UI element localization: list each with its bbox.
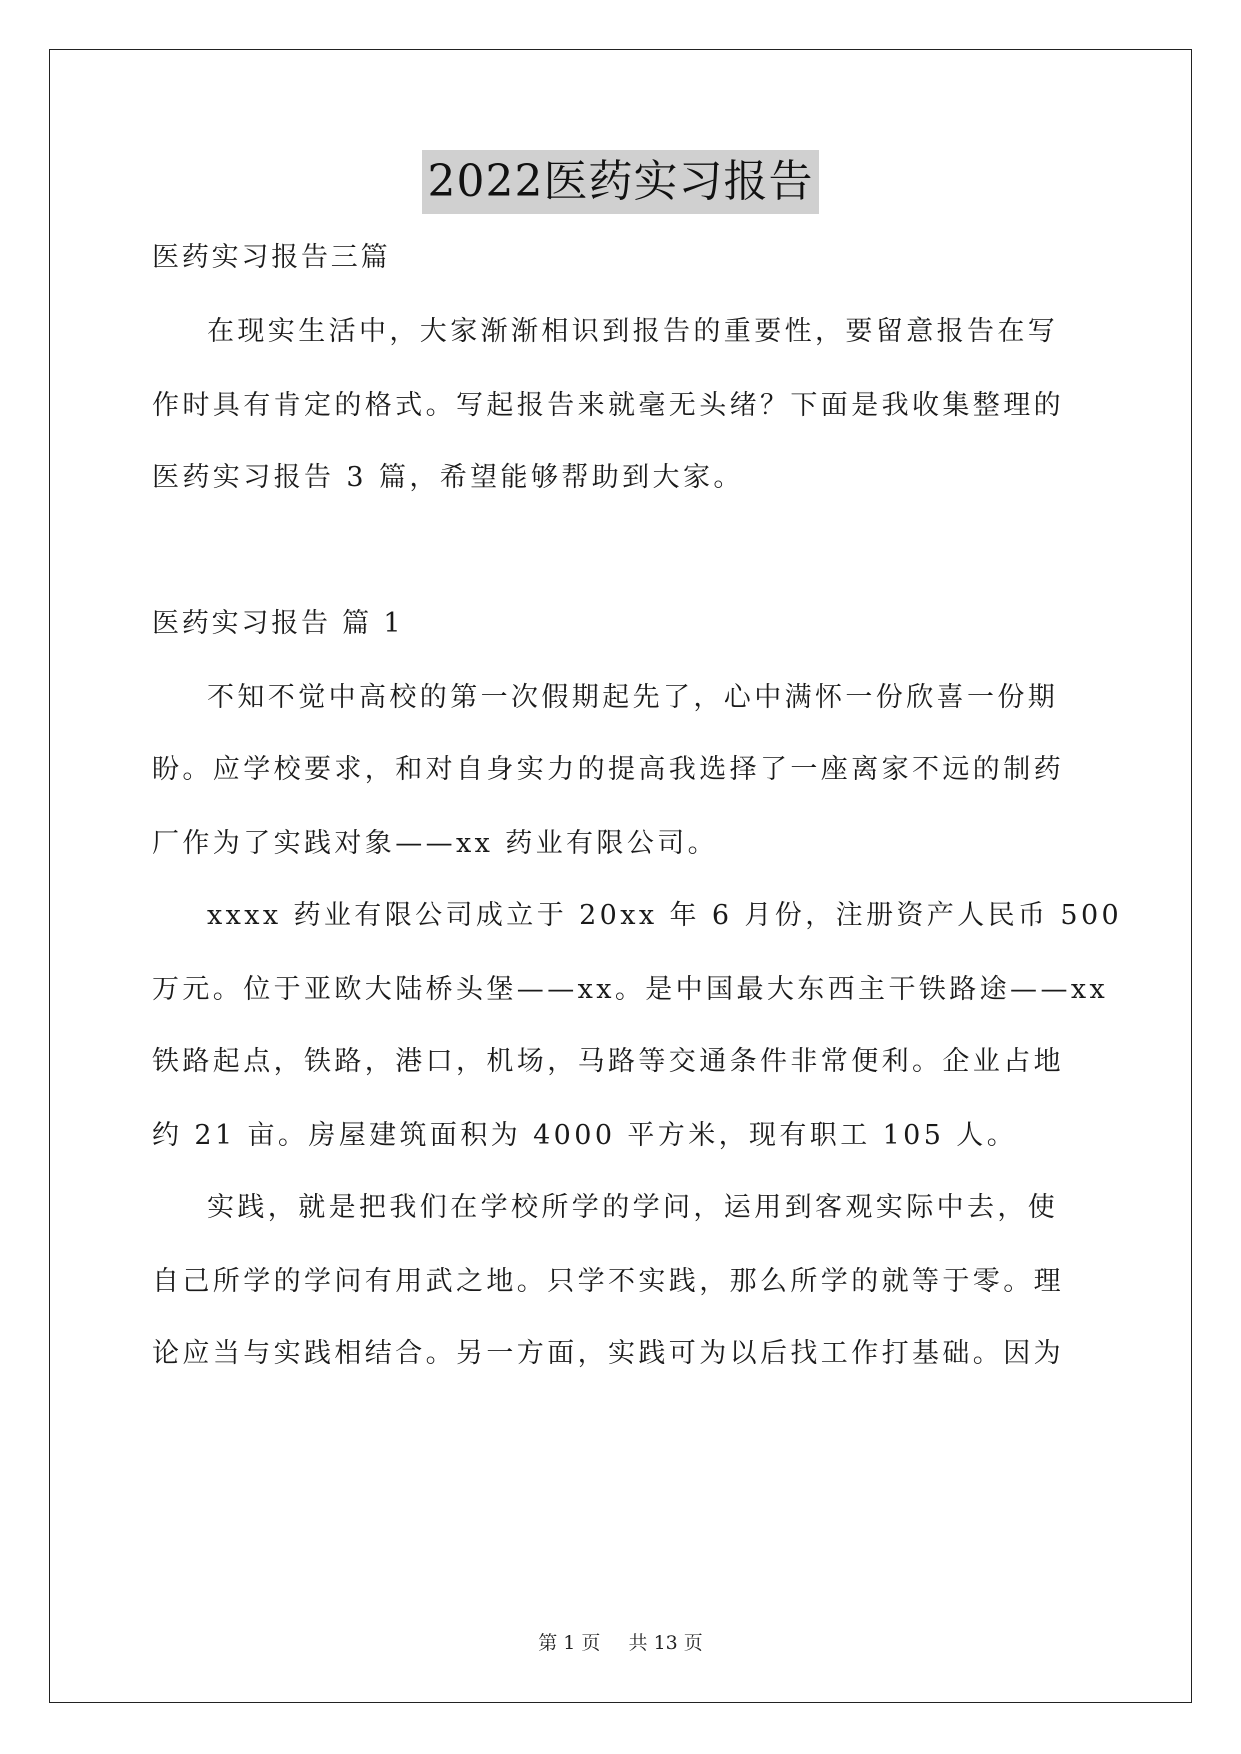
document-title: 2022医药实习报告 — [422, 150, 820, 214]
paragraph-line: 自己所学的学问有用武之地。只学不实践，那么所学的就等于零。理 — [152, 1266, 1064, 1297]
intro-line: 在现实生活中，大家渐渐相识到报告的重要性，要留意报告在写 — [207, 316, 1059, 347]
title-container — [0, 150, 1241, 214]
paragraph-line: 论应当与实践相结合。另一方面，实践可为以后找工作打基础。因为 — [152, 1338, 1064, 1369]
paragraph-line: 铁路起点，铁路，港口，机场，马路等交通条件非常便利。企业占地 — [152, 1046, 1064, 1077]
intro-line: 作时具有肯定的格式。写起报告来就毫无头绪？下面是我收集整理的 — [152, 390, 1064, 421]
page-total: 共 13 页 — [628, 1632, 703, 1654]
paragraph-line: 万元。位于亚欧大陆桥头堡——xx。是中国最大东西主干铁路途——xx — [152, 974, 1109, 1005]
paragraph-line: 盼。应学校要求，和对自身实力的提高我选择了一座离家不远的制药 — [152, 754, 1064, 785]
page-border — [49, 49, 1192, 1703]
section-heading: 医药实习报告 篇 1 — [152, 608, 404, 639]
page-number: 第 1 页 — [538, 1632, 601, 1654]
paragraph-line: xxxx 药业有限公司成立于 20xx 年 6 月份，注册资产人民币 500 — [207, 900, 1123, 931]
page-footer — [0, 1630, 1241, 1656]
paragraph-line: 不知不觉中高校的第一次假期起先了，心中满怀一份欣喜一份期 — [207, 682, 1059, 713]
paragraph-line: 厂作为了实践对象——xx 药业有限公司。 — [152, 828, 719, 859]
intro-line: 医药实习报告 3 篇，希望能够帮助到大家。 — [152, 462, 744, 493]
paragraph-line: 实践，就是把我们在学校所学的学问，运用到客观实际中去，使 — [207, 1192, 1059, 1223]
paragraph-line: 约 21 亩。房屋建筑面积为 4000 平方米，现有职工 105 人。 — [152, 1120, 1018, 1151]
document-subtitle: 医药实习报告三篇 — [152, 242, 391, 273]
